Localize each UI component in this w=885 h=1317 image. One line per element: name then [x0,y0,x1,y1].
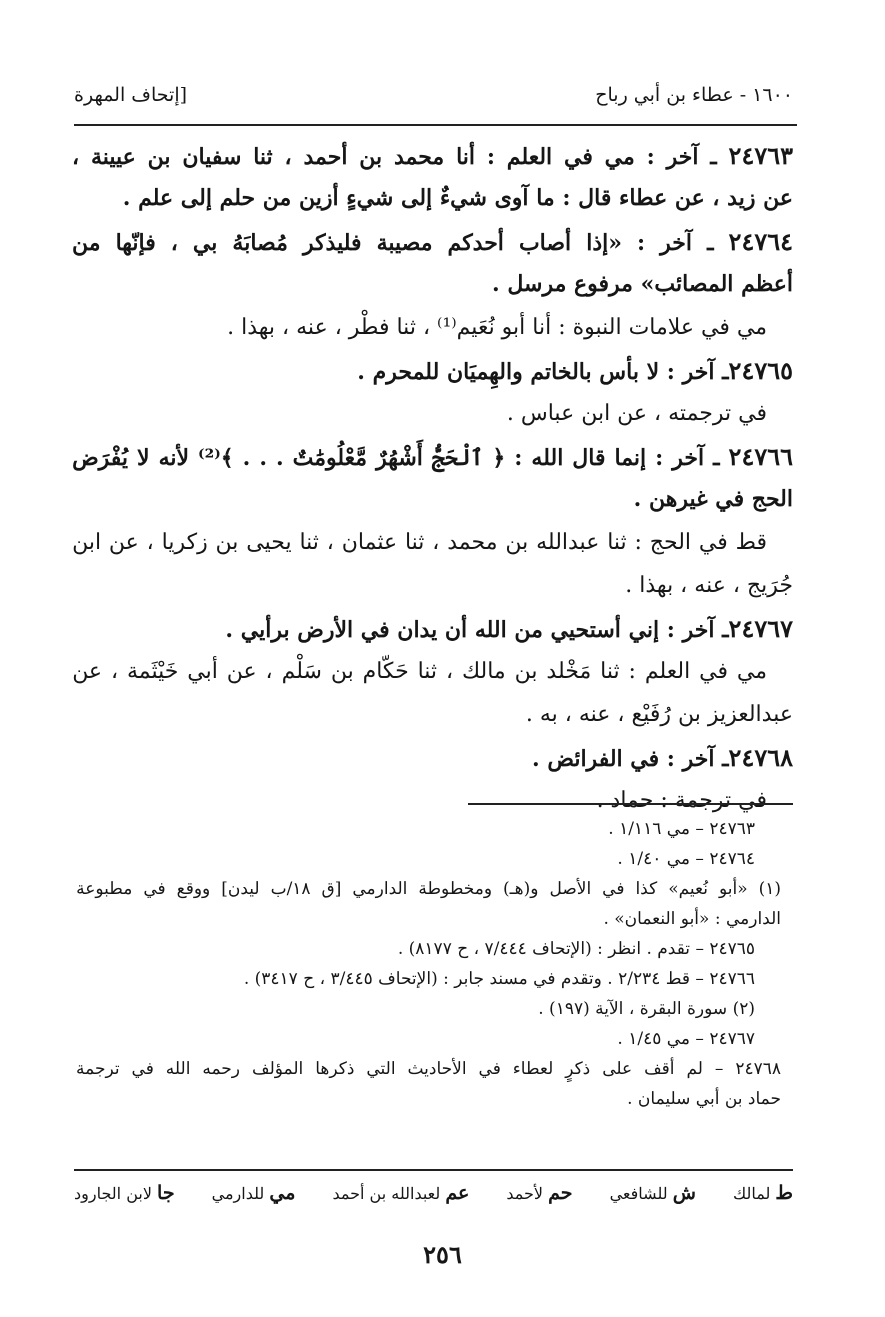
legend-rule [74,1169,793,1171]
text-line [72,306,793,349]
legend-label: لابن الجارود [74,1184,152,1203]
legend-key: جا [157,1182,175,1204]
footnote-text: ٢٤٧٦٦ – قط ٢/٢٣٤ . وتقدم في مسند جابر : (الإتحاف ٣/٤٤٥ ، ح ٣٤١٧) . [243,969,755,989]
page-number: ٢٥٦ [423,1240,462,1269]
footnote-text: الدارمي : «أبو النعمان» . [603,909,781,929]
line-text: ـ آخر : لا بأس بالخاتم والهِميَان للمحرم . [357,359,729,385]
main-text [72,134,793,822]
page-header [74,84,793,118]
text-line: ٢٤٧٦٦ ـ آخر : إنما قال الله : ﴿ ٱلْحَجُّ أَشْهُرٌ مَّعْلُومَٰتٌ . . . ﴾⁽²⁾ لأنه لا يُفْرَض [72,435,793,478]
footnote-text: ٢٤٧٦٧ – مي ١/٤٥ . [617,1029,755,1049]
hadith-number: ٢٤٧٦٦ [728,442,793,471]
text-line: قط في الحج : ثنا عبدالله بن محمد ، ثنا عثمان ، ثنا يحيى بن زكريا ، عن ابن [72,530,767,555]
hadith-number: ٢٤٧٦٧ [728,614,793,643]
line-text: الحج في غيرهن . [633,486,793,512]
hadith-number: ٢٤٧٦٣ [728,141,793,170]
legend-key: عم [445,1182,470,1204]
line-text: جُرَيج ، عنه ، بهذا . [625,573,793,598]
footnotes [76,814,781,1114]
footnote-separator [468,803,793,805]
line-text: أعظم المصائب» مرفوع مرسل . [492,271,793,297]
footnote-line [76,1084,781,1114]
line-text: مي في علامات النبوة : أنا أبو نُعَيم⁽¹⁾ ، ثنا فطْر ، عنه ، بهذا . [227,315,767,340]
legend-item [332,1182,469,1204]
hadith-number: ٢٤٧٦٨ [728,743,793,772]
footnote-line [76,1024,781,1054]
legend-label: لعبدالله بن أحمد [332,1184,441,1203]
legend-item [506,1182,572,1204]
line-text: ـ آخر : إني أستحيي من الله أن يدان في الأرض برأيي . [225,617,729,643]
footnote-line [76,904,781,934]
footnote-text: ٢٤٧٦٣ – مي ١/١١٦ . [608,819,755,839]
footnote-line [76,814,781,844]
line-text: في ترجمة : حماد . [596,788,767,813]
line-text: في ترجمته ، عن ابن عباس . [506,401,767,426]
text-line [72,392,793,435]
footnote-line [76,964,781,994]
running-title: ١٦٠٠ - عطاء بن أبي رباح [595,84,793,106]
legend-label: للشافعي [609,1184,668,1203]
legend-item [610,1182,696,1204]
text-line [72,177,793,220]
book-title: [إتحاف المهرة [74,84,188,106]
line-text: عن زيد ، عن عطاء قال : ما آوى شيءٌ إلى شيءٍ أزين من حلم إلى علم . [122,185,793,211]
text-line: ٢٤٧٦٤ ـ آخر : «إذا أصاب أحدكم مصيبة فليذكر مُصابَهُ بي ، فإنّها من [72,220,793,263]
footnote-text: ٢٤٧٦٤ – مي ١/٤٠ . [617,849,755,869]
header-rule [74,124,797,126]
legend-label: للدارمي [211,1184,265,1203]
legend-item [74,1182,175,1204]
legend-label: لمالك [732,1184,771,1203]
footnote-line [76,934,781,964]
legend-item [733,1182,793,1204]
footnote-line: ٢٤٧٦٨ – لم أقف على ذكرٍ لعطاء في الأحاديث التي ذكرها المؤلف رحمه الله في ترجمة [76,1059,781,1079]
footnote-line [76,844,781,874]
text-line [72,478,793,521]
text-line [72,349,793,392]
legend-key: ش [672,1182,696,1204]
abbreviation-legend [74,1182,793,1204]
text-line [72,607,793,650]
text-line [72,564,793,607]
line-text: عبدالعزيز بن رُفَيْع ، عنه ، به . [525,702,793,727]
legend-key: مي [269,1182,296,1204]
footnote-text: ٢٤٧٦٥ – تقدم . انظر : (الإتحاف ٧/٤٤٤ ، ح ٨١٧٧) . [397,939,755,959]
text-line: مي في العلم : ثنا مَخْلد بن مالك ، ثنا حَكّام بن سَلْم ، عن أبي خَيْثَمة ، عن [72,659,767,684]
text-line [72,693,793,736]
line-text: ـ آخر : في الفرائض . [532,746,729,772]
text-line: ٢٤٧٦٣ ـ آخر : مي في العلم : أنا محمد بن أحمد ، ثنا سفيان بن عيينة ، [72,134,793,177]
text-line [72,736,793,779]
legend-key: ط [775,1182,793,1204]
legend-key: حم [548,1182,573,1204]
text-line [72,263,793,306]
footnote-text: (٢) سورة البقرة ، الآية (١٩٧) . [538,999,755,1019]
footnote-text: حماد بن أبي سليمان . [627,1089,781,1109]
legend-label: لأحمد [506,1184,544,1203]
footnote-line: (١) «أبو نُعيم» كذا في الأصل و(هـ) ومخطوطة الدارمي [ق ١٨/ب ليدن] ووقع في مطبوعة [76,879,781,899]
hadith-number: ٢٤٧٦٤ [728,227,793,256]
legend-item [212,1182,296,1204]
footnote-line [76,994,781,1024]
hadith-number: ٢٤٧٦٥ [728,356,793,385]
